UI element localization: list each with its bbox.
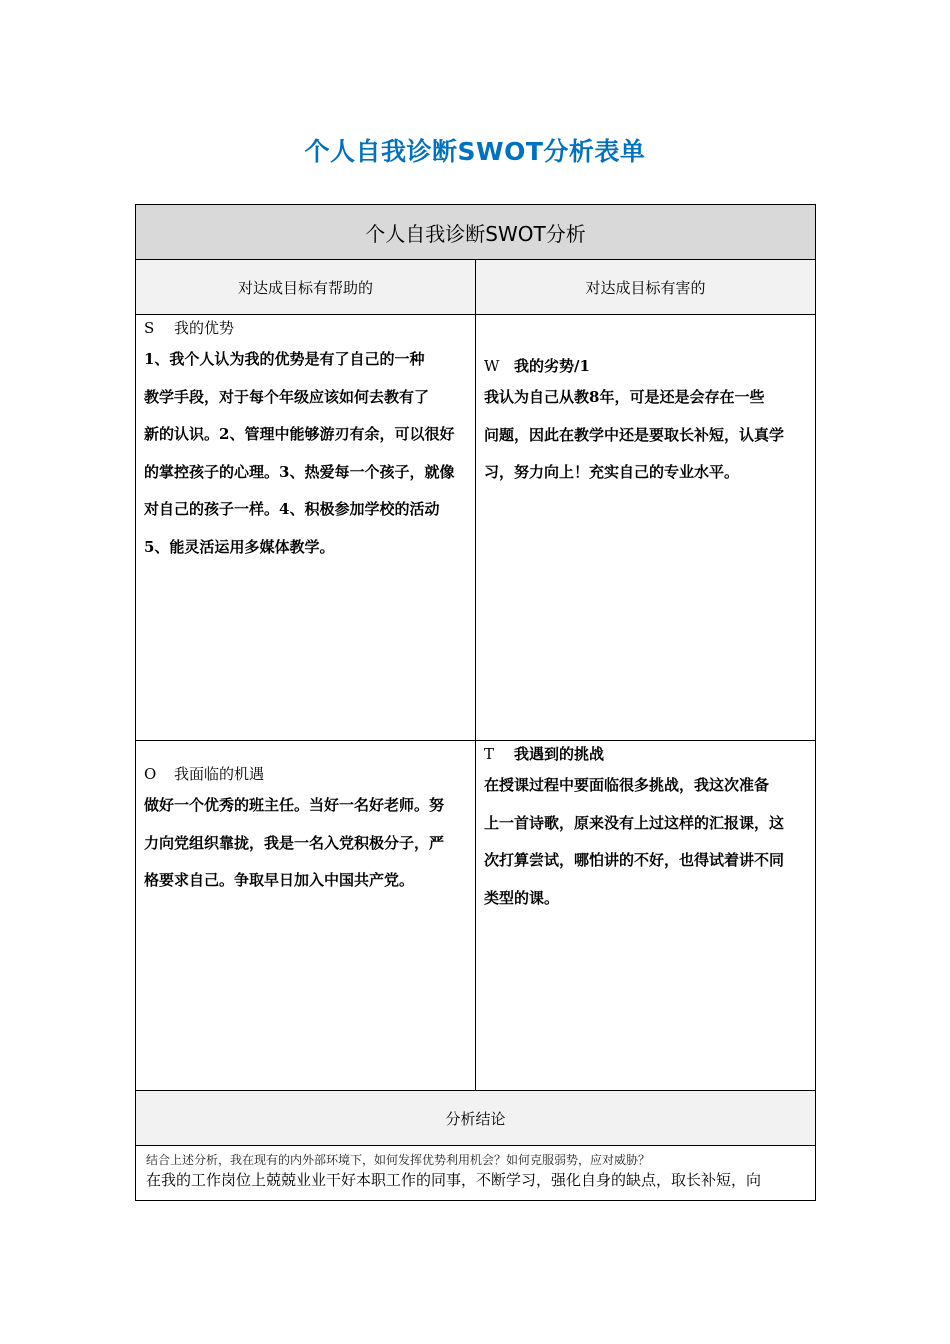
opportunities-cell	[136, 741, 476, 1091]
opportunities-line: 做好一个优秀的班主任。当好一名好老师。努	[144, 796, 445, 814]
conclusion-header: 分析结论	[136, 1091, 816, 1146]
weaknesses-cell	[476, 315, 816, 741]
opportunities-heading: O 我面临的机遇	[144, 741, 467, 787]
threats-line: 在授课过程中要面临很多挑战，我这次准备	[484, 776, 770, 794]
strengths-heading: S 我的优势	[144, 315, 467, 341]
conclusion-text: 在我的工作岗位上兢兢业业干好本职工作的同事，不断学习，强化自身的缺点，取长补短，向	[146, 1171, 762, 1189]
weaknesses-line: 问题，因此在教学中还是要取长补短，认真学	[484, 425, 785, 444]
opportunities-line: 格要求自己。争取早日加入中国共产党。	[144, 871, 415, 889]
weaknesses-heading: W 我的劣势/1	[484, 315, 807, 379]
opportunities-line: 力向党组织靠拢，我是一名入党积极分子，严	[144, 833, 445, 852]
swot-table	[135, 204, 816, 1201]
strengths-line: 对自己的孩子一样。4、积极参加学校的活动	[144, 500, 440, 518]
weaknesses-line: 我认为自己从教8年，可是还是会存在一些	[484, 388, 765, 406]
threats-line: 类型的课。	[484, 888, 560, 907]
threats-heading: T 我遇到的挑战	[484, 741, 807, 767]
threats-line: 次打算尝试，哪怕讲的不好，也得试着讲不同	[484, 851, 785, 869]
swot-main-header: 个人自我诊断SWOT分析	[136, 205, 816, 260]
document-title: 个人自我诊断SWOT分析表单	[304, 137, 646, 166]
strengths-line: 1、我个人认为我的优势是有了自己的一种	[144, 350, 425, 368]
strengths-cell	[136, 315, 476, 741]
weaknesses-line: 习，努力向上！充实自己的专业水平。	[484, 463, 740, 481]
threats-line: 上一首诗歌，原来没有上过这样的汇报课，这	[484, 813, 785, 832]
helpful-column-header: 对达成目标有帮助的	[136, 260, 476, 315]
weaknesses-letter: W	[484, 357, 500, 375]
harmful-column-header: 对达成目标有害的	[476, 260, 816, 315]
threats-letter: T	[484, 745, 495, 763]
opportunities-letter: O	[144, 765, 157, 783]
threats-cell	[476, 741, 816, 1091]
strengths-line: 5、能灵活运用多媒体教学。	[144, 537, 335, 556]
strengths-letter: S	[144, 319, 155, 337]
strengths-line: 新的认识。2、管理中能够游刃有余，可以很好	[144, 425, 455, 443]
strengths-line: 教学手段，对于每个年级应该如何去教有了	[144, 387, 430, 406]
conclusion-cell	[136, 1146, 816, 1201]
conclusion-prompt: 结合上述分析，我在现有的内外部环境下，如何发挥优势利用机会？如何克服弱势，应对威胁？	[146, 1153, 651, 1167]
strengths-line: 的掌控孩子的心理。3、热爱每一个孩子，就像	[144, 462, 455, 481]
